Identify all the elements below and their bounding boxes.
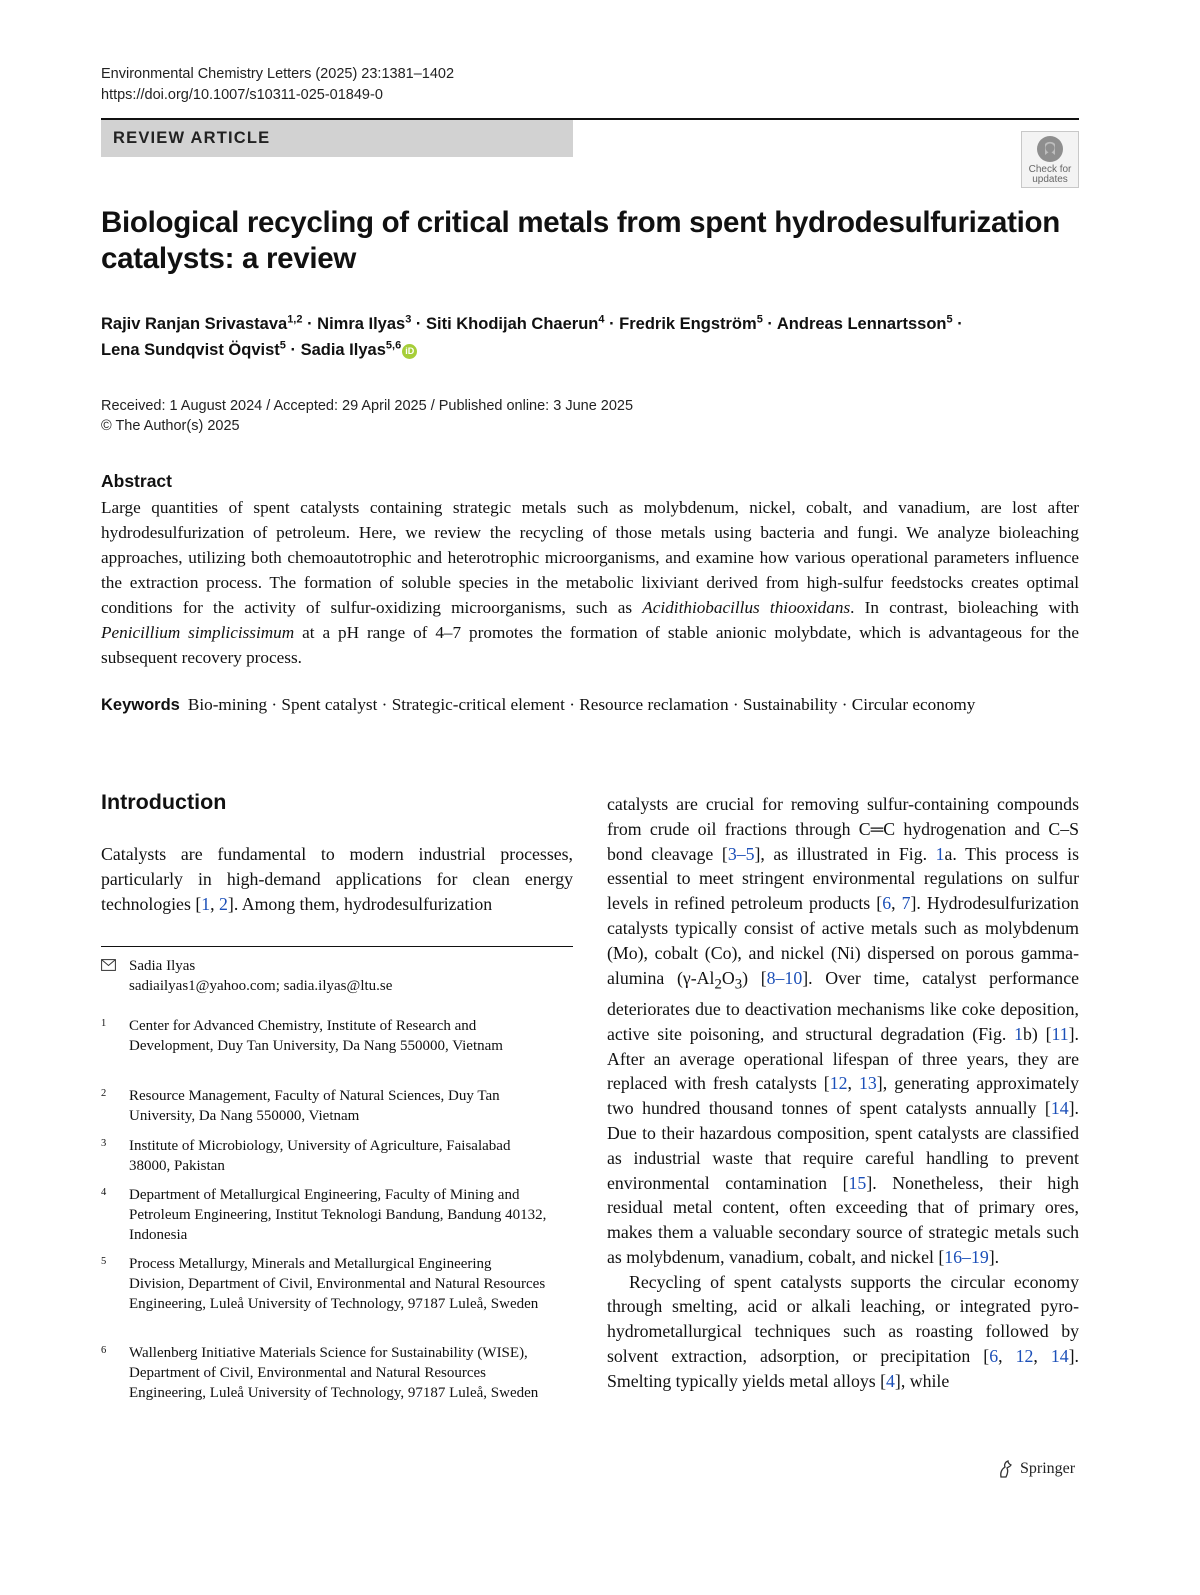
- citation-link[interactable]: 7: [901, 893, 911, 914]
- affiliation-text: Institute of Microbiology, University of Agriculture, Faisalabad 38000, Pakistan: [129, 1138, 511, 1174]
- citation-link[interactable]: 3–5: [727, 843, 755, 864]
- publication-history: Received: 1 August 2024 / Accepted: 29 April 2025 / Published online: 3 June 2025: [101, 398, 634, 414]
- author-name[interactable]: Andreas Lennartsson: [776, 315, 947, 333]
- intro-paragraph-right-1: [607, 792, 1079, 1270]
- text-run: a. This process is essential to meet stringent environmental regulations on sulfur levels in refined petroleum products [: [607, 843, 1080, 914]
- subscript: 2: [714, 976, 722, 993]
- text-run: ,: [210, 894, 220, 914]
- orcid-icon[interactable]: iD: [402, 344, 417, 359]
- affiliation-number: 3: [101, 1138, 107, 1149]
- affiliation-number: 5: [101, 1256, 107, 1267]
- introduction-heading: Introduction: [101, 790, 227, 814]
- citation-link[interactable]: 1: [201, 894, 211, 914]
- keywords-label: Keywords: [101, 696, 180, 714]
- journal-header: [101, 64, 454, 106]
- text-run: O: [721, 967, 735, 988]
- citation-link[interactable]: 4: [886, 1370, 895, 1391]
- article-type-banner: [101, 120, 573, 157]
- check-updates-line-1: Check for: [1028, 164, 1072, 175]
- affiliation-text: Department of Metallurgical Engineering, Faculty of Mining and Petroleum Engineering, Institut Teknologi Bandung, Bandung 40132, Indonesia: [129, 1187, 547, 1243]
- affiliation-text: Center for Advanced Chemistry, Institute of Research and Development, Duy Tan University, Da Nang 550000, Vietnam: [129, 1018, 503, 1054]
- keywords: [101, 692, 1031, 718]
- text-run: ]. Among them, hydrodesulfurization: [227, 894, 493, 914]
- doi-link[interactable]: https://doi.org/10.1007/s10311-025-01849-0: [101, 87, 383, 103]
- text-run: ]. Hydrodesulfurization catalysts typically consist of active metals such as molybdenum (Mo), cobalt (Co), and nickel (Ni) dispersed on porous gamma-alumina (γ-Al: [607, 893, 1079, 988]
- author-name[interactable]: Fredrik Engström: [619, 315, 757, 333]
- abstract-part-3: at a pH range of 4–7 promotes the formation of stable anionic molybdate, which is advantageous for the subsequent recovery process.: [101, 623, 1079, 667]
- citation-link[interactable]: 15: [848, 1172, 867, 1193]
- affiliation-number: 1: [101, 1018, 107, 1029]
- copyright-notice: © The Author(s) 2025: [101, 418, 240, 434]
- affiliation-text: Wallenberg Initiative Materials Science for Sustainability (WISE), Department of Civil, Environmental and Natural Resources Engineering, Luleå University of Technology, 97187 Luleå, Sweden: [129, 1345, 539, 1401]
- check-updates-icon: [1036, 135, 1064, 163]
- citation-link[interactable]: 16–19: [944, 1246, 989, 1267]
- springer-horse-icon: [995, 1459, 1015, 1479]
- citation-link[interactable]: 6: [989, 1346, 999, 1367]
- citation-link[interactable]: 11: [1051, 1023, 1069, 1044]
- affiliation-number: 6: [101, 1345, 107, 1356]
- author-affiliation-marker: 5: [756, 313, 763, 326]
- affiliation-number: 4: [101, 1187, 107, 1198]
- keywords-list: Bio-mining · Spent catalyst · Strategic-critical element · Resource reclamation · Sustainability · Circular economy: [187, 695, 976, 714]
- text-run: ], while: [894, 1370, 950, 1391]
- check-for-updates-badge[interactable]: [1021, 131, 1079, 188]
- article-title: Biological recycling of critical metals from spent hydrodesulfurization catalysts: a review: [101, 206, 1060, 275]
- abstract-part-2: . In contrast, bioleaching with: [850, 598, 1080, 617]
- corresponding-name: Sadia Ilyas: [129, 958, 196, 974]
- text-run: Recycling of spent catalysts supports the circular economy through smelting, acid or alkali leaching, or integrated pyro-hydrometallurgical techniques such as roasting followed by solvent extraction, adsorption, or precipitation [: [607, 1271, 1079, 1367]
- text-run: catalysts are crucial for removing sulfur-containing compounds from crude oil fractions through C═C hydrogenation and C–S bond cleavage [: [607, 794, 1079, 864]
- affiliation-text: Process Metallurgy, Minerals and Metallurgical Engineering Division, Department of Civil, Environmental and Natural Resources Engineering, Luleå University of Technology, 97187 Luleå, Sweden: [129, 1256, 546, 1312]
- citation-link[interactable]: 12: [829, 1073, 848, 1094]
- abstract-heading: Abstract: [101, 471, 172, 491]
- citation-link[interactable]: 8–10: [766, 967, 803, 988]
- check-updates-line-2: updates: [1032, 174, 1068, 185]
- citation-link[interactable]: 6: [882, 893, 892, 914]
- author-separator: ·: [604, 315, 620, 333]
- author-affiliation-marker: 1,2: [287, 313, 303, 326]
- author-separator: ·: [411, 315, 427, 333]
- species-name-1: Acidithiobacillus thiooxidans: [642, 598, 851, 617]
- text-run: ) [: [742, 967, 767, 988]
- author-separator: ·: [952, 315, 963, 333]
- footnote-rule: [101, 946, 573, 947]
- corresponding-email[interactable]: sadiailyas1@yahoo.com; sadia.ilyas@ltu.se: [129, 978, 393, 994]
- author-affiliation-marker: 5: [279, 339, 286, 352]
- text-run: ], as illustrated in Fig.: [754, 843, 936, 864]
- text-run: b) [: [1022, 1023, 1052, 1044]
- subscript: 3: [734, 976, 743, 993]
- citation-link[interactable]: 1: [935, 843, 945, 864]
- text-run: ]. Smelting typically yields metal alloys [: [607, 1346, 1079, 1391]
- text-run: ]. Due to their hazardous composition, spent catalysts are classified as industrial waste that require careful handling to prevent environmental contamination [: [607, 1098, 1079, 1193]
- citation-link[interactable]: 1: [1014, 1023, 1023, 1044]
- text-run: ].: [988, 1246, 1000, 1267]
- text-run: ,: [891, 893, 902, 914]
- author-separator: ·: [302, 315, 318, 333]
- citation-link[interactable]: 14: [1050, 1346, 1069, 1367]
- text-run: ,: [1033, 1346, 1051, 1367]
- author-name[interactable]: Lena Sundqvist Öqvist: [101, 341, 280, 359]
- author-separator: ·: [285, 341, 301, 359]
- publisher-name: Springer: [1020, 1460, 1076, 1477]
- affiliation-text: Resource Management, Faculty of Natural Sciences, Duy Tan University, Da Nang 550000, Vietnam: [129, 1088, 500, 1124]
- author-name[interactable]: Rajiv Ranjan Srivastava: [101, 315, 288, 333]
- author-affiliation-marker: 5: [946, 313, 953, 326]
- envelope-icon: [101, 959, 116, 971]
- author-affiliation-marker: 5,6: [385, 339, 402, 352]
- citation-link[interactable]: 12: [1015, 1346, 1034, 1367]
- journal-citation: Environmental Chemistry Letters (2025) 23:1381–1402: [101, 66, 455, 82]
- intro-paragraph-left: [101, 842, 573, 917]
- text-run: Catalysts are fundamental to modern industrial processes, particularly in high-demand applications for clean energy technologies [: [101, 844, 573, 914]
- text-run: ]. After an average operational lifespan of three years, they are replaced with fresh catalysts [: [607, 1023, 1080, 1094]
- article-dates: [101, 396, 633, 436]
- author-list: [101, 311, 1081, 363]
- author-affiliation-marker: 4: [598, 313, 605, 326]
- author-name[interactable]: Siti Khodijah Chaerun: [426, 315, 599, 333]
- text-run: ], generating approximately two hundred thousand tonnes of spent catalysts annually [: [607, 1073, 1079, 1119]
- text-run: ,: [847, 1073, 859, 1094]
- species-name-2: Penicillium simplicissimum: [101, 623, 295, 642]
- author-affiliation-marker: 3: [405, 313, 412, 326]
- author-name[interactable]: Sadia Ilyas: [300, 341, 386, 359]
- author-name[interactable]: Nimra Ilyas: [317, 315, 406, 333]
- abstract-text: [101, 495, 1079, 670]
- citation-link[interactable]: 13: [859, 1073, 877, 1094]
- citation-link[interactable]: 14: [1050, 1098, 1069, 1119]
- citation-link[interactable]: 2: [219, 894, 228, 914]
- affiliation-number: 2: [101, 1088, 107, 1099]
- text-run: ]. Over time, catalyst performance deteriorates due to deactivation mechanisms like coke deposition, active site poisoning, and structural degradation (Fig.: [607, 967, 1079, 1044]
- text-run: ,: [998, 1346, 1016, 1367]
- author-separator: ·: [762, 315, 777, 333]
- intro-paragraph-right-2: [607, 1270, 1079, 1394]
- article-type-label: REVIEW ARTICLE: [113, 129, 271, 147]
- abstract-part-1: Large quantities of spent catalysts containing strategic metals such as molybdenum, nickel, cobalt, and vanadium, are lost after hydrodesulfurization of petroleum. Here, we review the recycling of those metals using bacteria and fungi. We analyze bioleaching approaches, utilizing both chemoautotrophic and heterotrophic microorganisms, and examine how various operational parameters influence the extraction process. The formation of soluble species in the metabolic lixiviant derived from high-sulfur feedstocks creates optimal conditions for the activity of sulfur-oxidizing microorganisms, such as: [101, 498, 1079, 617]
- text-run: ]. Nonetheless, their high residual metal content, often exceeding that of primary ores, makes them a valuable secondary source of strategic metals such as molybdenum, vanadium, cobalt, and nickel [: [607, 1172, 1079, 1267]
- intro-column-right: [607, 792, 1079, 1394]
